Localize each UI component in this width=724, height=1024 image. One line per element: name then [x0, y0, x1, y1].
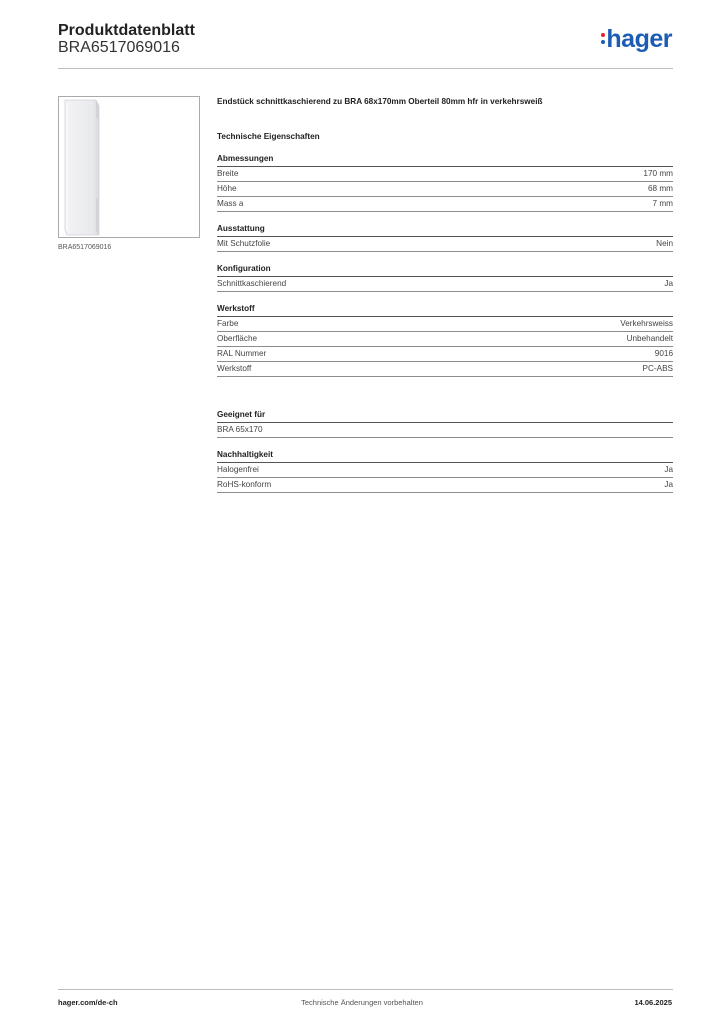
product-description: Endstück schnittkaschierend zu BRA 68x170mm Oberteil 80mm hfr in verkehrsweiß	[217, 97, 543, 106]
row-label: Breite	[217, 169, 239, 178]
row-value: 9016	[654, 349, 673, 358]
technical-properties-heading: Technische Eigenschaften	[217, 132, 320, 141]
section-dimensions	[217, 153, 673, 212]
section-title: Ausstattung	[217, 223, 673, 237]
row-value: Verkehrsweiss	[620, 319, 673, 328]
section-title: Geeignet für	[217, 409, 673, 423]
section-suitable-for	[217, 409, 673, 438]
row-label: Mit Schutzfolie	[217, 239, 271, 248]
row-value: PC-ABS	[642, 364, 673, 373]
row-label: RAL Nummer	[217, 349, 267, 358]
table-row	[217, 197, 673, 212]
hager-logo	[601, 27, 672, 52]
table-row	[217, 277, 673, 292]
table-row	[217, 317, 673, 332]
footer-date: 14.06.2025	[634, 998, 672, 1007]
row-label: Farbe	[217, 319, 239, 328]
row-value: Unbehandelt	[626, 334, 673, 343]
table-row	[217, 362, 673, 377]
footer-notice: Technische Änderungen vorbehalten	[301, 998, 423, 1007]
table-row	[217, 167, 673, 182]
section-equipment	[217, 223, 673, 252]
product-code: BRA6517069016	[58, 39, 180, 56]
row-label: BRA 65x170	[217, 425, 263, 434]
table-row	[217, 332, 673, 347]
row-value: 68 mm	[647, 184, 673, 193]
product-details	[217, 96, 673, 493]
row-label: RoHS-konform	[217, 480, 272, 489]
row-value: Ja	[664, 279, 673, 288]
row-value: Ja	[664, 465, 673, 474]
row-value: Ja	[664, 480, 673, 489]
section-sustainability	[217, 449, 673, 493]
table-row	[217, 423, 673, 438]
row-label: Halogenfrei	[217, 465, 259, 474]
row-value: 7 mm	[652, 199, 673, 208]
row-value: 170 mm	[643, 169, 673, 178]
row-label: Oberfläche	[217, 334, 258, 343]
table-row	[217, 463, 673, 478]
section-configuration	[217, 263, 673, 292]
footer-website: hager.com/de-ch	[58, 998, 118, 1007]
row-label: Werkstoff	[217, 364, 252, 373]
footer-divider	[58, 989, 673, 990]
row-value: Nein	[656, 239, 673, 248]
table-row	[217, 478, 673, 493]
page-title: Produktdatenblatt	[58, 22, 195, 39]
table-row	[217, 347, 673, 362]
section-title: Werkstoff	[217, 303, 673, 317]
section-material	[217, 303, 673, 377]
row-label: Höhe	[217, 184, 237, 193]
image-caption: BRA6517069016	[58, 244, 112, 251]
end-cap-illustration	[59, 97, 199, 237]
product-image	[58, 96, 200, 238]
row-label: Mass a	[217, 199, 244, 208]
logo-text: hager	[606, 25, 672, 53]
table-row	[217, 237, 673, 252]
table-row	[217, 182, 673, 197]
header-divider	[58, 68, 673, 69]
section-title: Nachhaltigkeit	[217, 449, 673, 463]
row-label: Schnittkaschierend	[217, 279, 287, 288]
section-title: Abmessungen	[217, 153, 673, 167]
logo-dots-icon	[601, 30, 605, 47]
section-title: Konfiguration	[217, 263, 673, 277]
